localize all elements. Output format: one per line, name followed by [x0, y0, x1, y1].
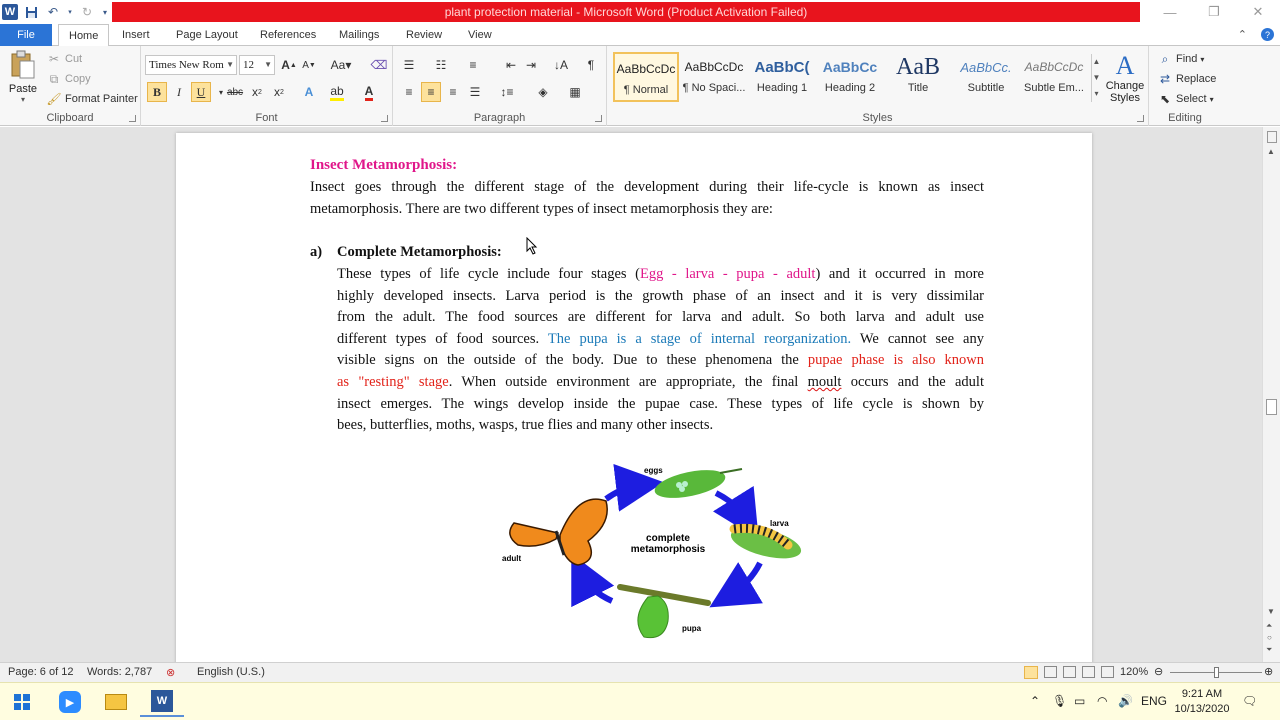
paste-label: Paste — [8, 83, 38, 95]
scroll-up-icon[interactable]: ▲ — [1267, 147, 1275, 156]
style-sample: AaBbCc. — [960, 59, 1012, 75]
style-sample: AaBbCcDc — [1024, 60, 1084, 74]
clock-time: 9:21 AM — [1181, 688, 1223, 700]
document-page[interactable] — [176, 133, 1092, 662]
zoom-app-icon[interactable]: ▶ — [48, 687, 92, 717]
paste-button[interactable] — [6, 50, 40, 104]
select-label: Select — [1176, 93, 1207, 105]
font-size-value: 12 — [243, 59, 254, 71]
tab-references[interactable]: References — [260, 29, 317, 41]
replace-button[interactable] — [1157, 70, 1216, 88]
replace-label: Replace — [1176, 73, 1217, 85]
prev-page-icon[interactable]: ⏶ — [1266, 621, 1273, 630]
text-run: different types of food sources. — [337, 331, 548, 347]
show-formatting-icon[interactable]: ¶ — [587, 58, 595, 72]
zoom-level[interactable]: 120% — [1120, 666, 1149, 678]
decrease-indent-icon[interactable]: ⇤ — [505, 58, 517, 72]
style-heading-2[interactable] — [817, 52, 883, 102]
text-run: ) and it occurred in more — [815, 266, 984, 282]
paragraph-launcher-icon[interactable] — [595, 115, 602, 122]
bullets-icon[interactable]: ☰ — [403, 58, 415, 72]
find-label: Find — [1176, 53, 1198, 65]
full-screen-reading-icon[interactable] — [1044, 666, 1057, 678]
para-line-4 — [337, 329, 984, 351]
style-subtle-emphasis[interactable] — [1021, 52, 1087, 102]
cycle-arrow — [730, 563, 760, 595]
taskbar — [0, 682, 1280, 720]
paragraph-group-label: Paragraph — [473, 112, 526, 124]
style-normal[interactable] — [613, 52, 679, 102]
list-marker: a) — [310, 244, 323, 260]
styles-scroll[interactable]: ▲ ▼ ▾ — [1091, 54, 1101, 102]
format-painter-label: Format Painter — [65, 93, 138, 105]
window-controls — [1148, 0, 1280, 24]
word-count[interactable]: Words: 2,787 — [87, 666, 153, 678]
copy-button[interactable] — [46, 70, 91, 88]
word-logo-icon[interactable]: W — [2, 4, 18, 20]
ribbon-right-controls — [1238, 28, 1274, 41]
text-run: visible signs on the outside of the body. Due to these phenomena the — [337, 352, 808, 368]
web-layout-icon[interactable] — [1063, 666, 1076, 678]
notifications-icon[interactable]: 🗨 — [1242, 694, 1258, 708]
show-hidden-icons-icon[interactable]: ⌃ — [1030, 694, 1041, 708]
style-sample: AaBbCcDc — [684, 60, 744, 74]
chrysalis-icon — [638, 596, 668, 638]
style-name: Heading 1 — [756, 82, 808, 94]
font-group-label: Font — [255, 112, 278, 124]
vertical-scrollbar[interactable] — [1262, 127, 1280, 662]
volume-icon[interactable]: 🔊 — [1118, 694, 1133, 708]
style-name: Subtitle — [967, 82, 1005, 94]
editing-group-label: Editing — [1168, 112, 1202, 124]
language-indicator[interactable]: ENG — [1141, 694, 1168, 708]
tab-review[interactable]: Review — [406, 29, 443, 41]
text-run-resting: as "resting" stage — [337, 374, 449, 390]
style-subtitle[interactable] — [953, 52, 1019, 102]
styles-group-label: Styles — [862, 112, 893, 124]
outline-icon[interactable] — [1082, 666, 1095, 678]
change-case-icon[interactable]: Aa▾ — [330, 58, 352, 72]
clipboard-group — [0, 46, 141, 126]
style-title[interactable] — [885, 52, 951, 102]
label-adult: adult — [502, 554, 522, 563]
zoom-slider[interactable] — [1170, 672, 1262, 673]
window-title: plant protection material - Microsoft Word (Product Activation Failed) — [112, 2, 1140, 22]
style-name: ¶ Normal — [623, 84, 669, 96]
para-line-8: bees, butterflies, moths, wasps, true flies and many other insects. — [337, 417, 714, 433]
highlight-icon[interactable]: ab — [327, 82, 347, 102]
font-name-value: Times New Rom — [149, 59, 224, 71]
para-line-7: insect emerges. The wings develop inside the pupae case. These types of life cycle is shown by — [337, 396, 984, 412]
style-sample: AaBbCcDc — [616, 62, 676, 76]
cycle-arrow — [606, 485, 640, 499]
para-line-1 — [337, 264, 984, 286]
battery-icon[interactable]: ▭ — [1074, 694, 1086, 708]
cut-button[interactable] — [46, 50, 82, 68]
customize-qat-icon[interactable]: ▾ — [102, 7, 107, 17]
leaf-eggs-icon — [652, 465, 727, 503]
chevron-down-icon: ▾ — [1209, 94, 1214, 104]
tab-page-layout[interactable]: Page Layout — [176, 29, 238, 41]
style-name: Title — [907, 82, 929, 94]
style-name: Subtle Em... — [1024, 82, 1084, 94]
doc-heading: Insect Metamorphosis: — [310, 157, 458, 173]
center-label-2: metamorphosis — [630, 544, 706, 555]
styles-group — [607, 46, 1149, 126]
text-run-pupa: The pupa is a stage of internal reorganization. — [547, 331, 852, 347]
clipboard-launcher-icon[interactable] — [129, 115, 136, 122]
numbering-icon[interactable]: ☷ — [435, 58, 447, 72]
undo-dropdown-icon[interactable]: ▾ — [68, 9, 72, 16]
paste-icon — [10, 50, 36, 80]
print-layout-icon[interactable] — [1024, 666, 1038, 679]
chevron-down-icon: ▼ — [226, 60, 234, 69]
help-icon[interactable]: ? — [1261, 28, 1274, 41]
text-effects-icon[interactable]: A — [304, 85, 314, 99]
style-heading-1[interactable] — [749, 52, 815, 102]
text-run-moult: moult — [807, 374, 842, 390]
copy-icon: ⧉ — [49, 71, 59, 86]
chevron-down-icon: ▾ — [1200, 54, 1205, 64]
wifi-icon[interactable]: ◠ — [1097, 694, 1108, 708]
butterfly-icon — [510, 499, 607, 565]
style-sample: AaBbC( — [754, 58, 810, 76]
change-styles-icon: A — [1115, 51, 1135, 80]
find-button[interactable] — [1157, 50, 1204, 68]
style-no-spacing[interactable] — [681, 52, 747, 102]
document-workspace — [0, 127, 1262, 662]
language[interactable]: English (U.S.) — [197, 666, 265, 678]
chevron-down-icon: ▼ — [264, 60, 272, 69]
doc-intro-line-1: Insect goes through the different stage of the development during their life-cycle is known as insect — [310, 179, 984, 195]
subscript-icon[interactable]: x 2 — [252, 85, 262, 99]
style-sample: AaBbCc — [822, 59, 878, 75]
font-size-combo[interactable] — [239, 55, 275, 75]
format-painter-icon: 🖌 — [46, 92, 62, 106]
change-styles-label: Change Styles — [1105, 80, 1145, 104]
quick-access-toolbar — [0, 0, 110, 24]
egg-icon — [682, 481, 688, 487]
paragraph-group — [393, 46, 607, 126]
para-line-5 — [337, 350, 984, 372]
leaf-stem — [720, 469, 742, 473]
binoculars-icon: ⌕ — [1161, 51, 1169, 66]
clear-formatting-icon[interactable]: ⌫ — [370, 58, 388, 72]
title-bar — [0, 0, 1280, 24]
proofing-icon[interactable]: ⊗ — [166, 667, 176, 679]
zoom-slider-thumb[interactable] — [1214, 667, 1219, 678]
line-spacing-icon[interactable]: ↕≡ — [500, 85, 514, 99]
shrink-font-icon[interactable]: A ▼ — [302, 59, 316, 71]
doc-intro-line-2: metamorphosis. There are two different types of insect metamorphosis they are: — [310, 201, 773, 217]
underline-icon[interactable]: U — [191, 82, 211, 102]
windows-start-icon[interactable] — [0, 687, 44, 717]
strikethrough-icon[interactable]: abc — [226, 86, 244, 98]
font-group — [141, 46, 393, 126]
style-name: ¶ No Spaci... — [682, 82, 746, 94]
view-buttons — [1024, 666, 1114, 679]
shading-icon[interactable]: ◈ — [538, 85, 548, 99]
draft-icon[interactable] — [1101, 666, 1114, 678]
style-name: Heading 2 — [824, 82, 876, 94]
zoom-in-icon[interactable]: ⊕ — [1264, 666, 1274, 678]
scissors-icon: ✂ — [48, 52, 60, 66]
cycle-arrow — [582, 575, 612, 601]
cursor-icon: ⬉ — [1159, 92, 1171, 106]
minimize-button[interactable]: — — [1163, 4, 1177, 20]
multilevel-list-icon[interactable]: ≡ — [469, 58, 477, 72]
ribbon — [0, 46, 1280, 126]
align-left-icon[interactable]: ≡ — [405, 85, 413, 99]
font-launcher-icon[interactable] — [381, 115, 388, 122]
status-bar — [0, 662, 1280, 682]
align-center-icon[interactable]: ≡ — [421, 82, 441, 102]
copy-label: Copy — [65, 73, 91, 85]
font-color-icon[interactable]: A — [359, 82, 379, 102]
format-painter-button[interactable] — [46, 90, 138, 108]
paste-dropdown-icon[interactable]: ▾ — [20, 95, 25, 104]
tab-mailings[interactable]: Mailings — [339, 29, 380, 41]
borders-icon[interactable]: ▦ — [569, 85, 581, 99]
ruler-toggle-icon[interactable] — [1267, 131, 1277, 143]
italic-icon[interactable]: I — [177, 84, 181, 99]
zoom-out-icon[interactable]: ⊖ — [1154, 666, 1164, 678]
sort-icon[interactable]: ↓A — [553, 58, 568, 72]
redo-icon[interactable]: ↻ — [81, 5, 93, 19]
center-label-1: complete — [646, 533, 690, 544]
styles-launcher-icon[interactable] — [1137, 115, 1144, 122]
microphone-icon[interactable]: 🎙 — [1052, 694, 1068, 708]
page-count[interactable]: Page: 6 of 12 — [8, 666, 74, 678]
label-pupa: pupa — [682, 624, 702, 633]
justify-icon[interactable]: ☰ — [469, 85, 481, 99]
next-page-icon[interactable]: ⏷ — [1266, 645, 1273, 654]
style-sample: AaB — [896, 53, 940, 80]
underline-dropdown-icon[interactable]: ▾ — [218, 87, 223, 97]
mouse-cursor-icon — [526, 237, 538, 255]
ribbon-tabs — [0, 24, 1280, 46]
bold-icon[interactable]: B — [147, 82, 167, 102]
scroll-thumb[interactable] — [1266, 399, 1277, 415]
clock[interactable] — [1172, 687, 1232, 717]
file-explorer-icon[interactable] — [94, 687, 138, 717]
select-button[interactable] — [1157, 90, 1214, 108]
scroll-down-icon[interactable]: ▼ — [1267, 607, 1275, 616]
text-run: These types of life cycle include four stages ( — [337, 266, 640, 282]
text-run: We cannot see any — [851, 331, 984, 347]
change-styles-button[interactable] — [1105, 52, 1145, 104]
egg-icon — [679, 486, 685, 492]
increase-indent-icon[interactable]: ⇥ — [525, 58, 537, 72]
para-line-2: highly developed insects. Larva period is the growth phase of an insect and it is very dissimilar — [337, 288, 984, 304]
tab-home[interactable]: Home — [58, 24, 109, 47]
doc-subheading: Complete Metamorphosis: — [337, 244, 502, 260]
align-right-icon[interactable]: ≡ — [449, 85, 457, 99]
replace-icon: ⇄ — [1159, 72, 1171, 86]
label-eggs: eggs — [644, 466, 663, 475]
font-name-combo[interactable] — [145, 55, 237, 75]
editing-group — [1149, 46, 1221, 126]
undo-icon[interactable]: ↶ — [47, 5, 59, 19]
metamorphosis-diagram[interactable] — [498, 451, 828, 641]
cycle-arrow — [716, 493, 746, 519]
clipboard-group-label: Clipboard — [46, 112, 94, 124]
text-run-stages: Egg - larva - pupa - adult — [639, 266, 816, 282]
para-line-6 — [337, 372, 984, 394]
clock-date: 10/13/2020 — [1174, 703, 1230, 715]
text-run-pupae: pupae phase is also known — [807, 352, 984, 368]
tab-view[interactable]: View — [468, 29, 492, 41]
maximize-button[interactable]: ❐ — [1208, 4, 1220, 19]
close-button[interactable]: ✕ — [1252, 4, 1264, 19]
superscript-icon[interactable]: x 2 — [274, 85, 284, 99]
cut-label: Cut — [65, 53, 83, 65]
text-run: occurs and the adult — [841, 374, 984, 390]
tab-insert[interactable]: Insert — [122, 29, 150, 41]
tab-file[interactable]: File — [0, 24, 52, 46]
browse-object-icon[interactable]: ○ — [1267, 633, 1272, 642]
label-larva: larva — [770, 519, 789, 528]
grow-font-icon[interactable]: A ▲ — [281, 58, 297, 72]
collapse-ribbon-icon[interactable]: ⌃ — [1237, 29, 1247, 41]
text-run: . When outside environment are appropriate, the final — [448, 374, 808, 390]
word-taskbar-icon[interactable]: W — [140, 687, 184, 717]
para-line-3: from the adult. The food sources are different for larva and adult. So both larva and adult use — [337, 309, 984, 325]
save-icon[interactable] — [22, 3, 40, 21]
